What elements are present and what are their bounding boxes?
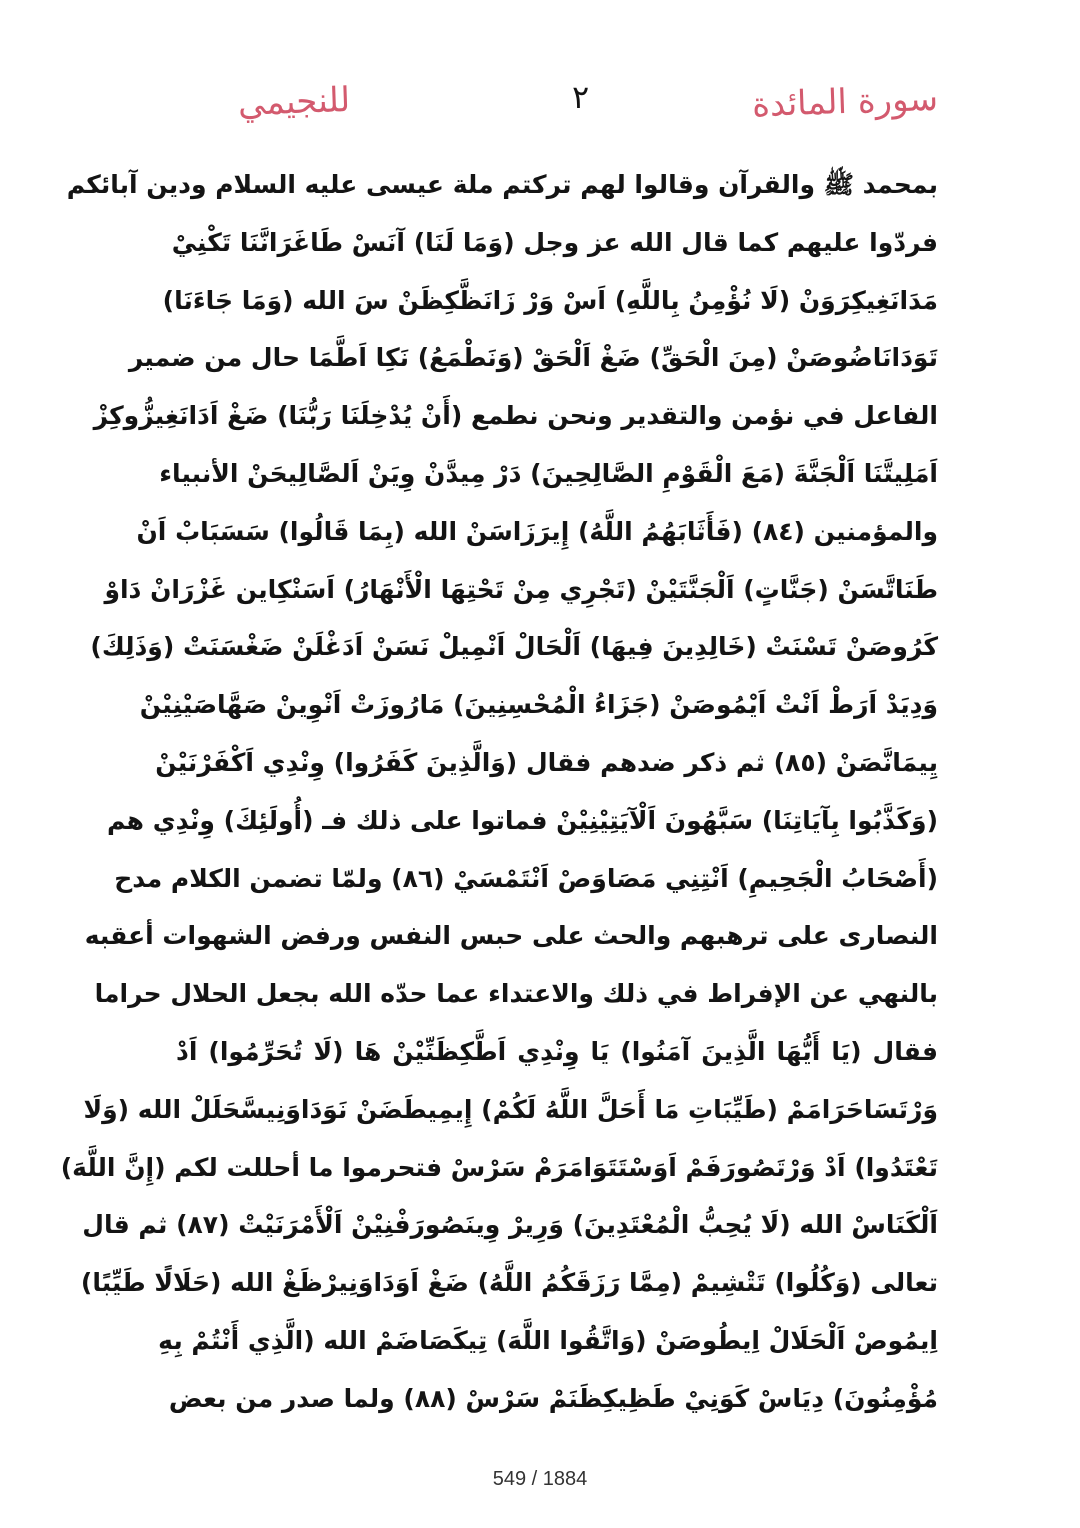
text-line: (وَكَذَّبُوا بِآيَاتِنَا) سَبَّهُونَ اَلْآيَتِيْنِيْنْ فماتوا على ذلك فـ (أُولَئِكَ) وِنْدِي هم xyxy=(107,805,938,835)
text-line: اِيمُوصْ اَلْحَلَالْ اِيطُوصَنْ (وَاتَّقُوا اللَّهَ) تِيكَصَاضَمْ الله (الَّذِي أَنْتُمْ بِهِ xyxy=(158,1325,938,1355)
text-line: طَنَاتَّسَنْ (جَنَّاتٍ) اَلْجَنَّتَيْنْ (تَجْرِي مِنْ تَحْتِهَا الْأَنْهَارُ) اَسَنْكِاين غَزْرَانْ دَاوْ xyxy=(104,574,938,604)
text-line: والمؤمنين (٨٤) (فَأَثَابَهُمُ اللَّهُ) إِيرَزَاسَنْ الله (بِمَا قَالُوا) سَسَبَابْ اَنْ xyxy=(136,516,938,546)
text-line: مَدَانَغِيكِرَوَنْ (لَا نُؤْمِنُ بِاللَّهِ) اَسْ وَرْ زَانَظَّكِظَنْ سَ الله (وَمَا جَاءَنَا) xyxy=(162,285,938,315)
text-line: فقال (يَا أَيُّهَا الَّذِينَ آمَنُوا) يَا وِنْدِي اَطَّكِظَنِّيْنْ هَا (لَا تُحَرِّمُوا) اَدْ xyxy=(176,1036,938,1066)
text-line: كَرُوصَنْ تَسْنَتْ (خَالِدِينَ فِيهَا) اَلْحَالْ اَنْمِيلْ نَسَنْ اَدَغْلَنْ ضَغْسَنَتْ (وَذَلِكَ) xyxy=(90,632,938,662)
text-line: بالنهي عن الإفراط في ذلك والاعتداء عما حدّه الله بجعل الحلال حراما xyxy=(94,979,938,1009)
text-line: مُؤْمِنُونَ) دِيَاسْ كَوَنِيْ طَظِيكِظَنَمْ سَرْسْ (٨٨) ولما صدر من بعض xyxy=(168,1383,938,1413)
text-line: تعالى (وَكُلُوا) تَتْشِيمْ (مِمَّا رَزَقَكُمُ اللَّهُ) ضَغْ اَوَدَاوَنِيرْظَغْ الله (حَلَالًا طَيِّبًا) xyxy=(80,1268,938,1298)
text-line: اَمَلِيتَّنَا اَلْجَنَّةَ (مَعَ الْقَوْمِ الصَّالِحِينَ) دَرْ مِيدَّنْ وِيَنْ اَلصَّالِيحَنْ الأنبياء xyxy=(159,458,938,488)
text-line: اَلْكَنَاسْ الله (لَا يُحِبُّ الْمُعْتَدِينَ) وَرِيرْ وِينَصُورَفْنِيْنْ اَلْأَمْرَنَيْتْ (٨٧) ثم قال xyxy=(82,1210,938,1240)
text-line: تَعْتَدُوا) اَدْ وَرْتَصُورَفَمْ اَوَسْتَتَوَامَرَمْ سَرْسْ فتحرموا ما أحللت لكم (إِنَّ اللَّهَ) xyxy=(60,1152,938,1182)
page-number: ٢ xyxy=(572,78,590,116)
text-line: النصارى على ترهبهم والحث على حبس النفس ورفض الشهوات أعقبه xyxy=(84,921,938,951)
text-line: وَرْتَسَاحَرَامَمْ (طَيِّبَاتِ مَا أَحَلَّ اللَّهُ لَكُمْ) إِيمِيطَضَنْ نَوَدَاوَنِيسَّحَلَلْ الله (وَلَا xyxy=(83,1094,938,1124)
text-line: الفاعل في نؤمن والتقدير ونحن نطمع (أَنْ يُدْخِلَنَا رَبُّنَا) ضَغْ اَدَانَغِيزُّوكِزْ xyxy=(93,401,938,431)
text-line: تَوَدَانَاضُوصَنْ (مِنَ الْحَقِّ) ضَغْ اَلْحَقْ (وَنَطْمَعُ) نَكِا اَطَّمَا حال من ضمير xyxy=(128,343,938,373)
page-counter: 549 / 1884 xyxy=(492,1468,588,1490)
text-line: فردّوا عليهم كما قال الله عز وجل (وَمَا لَنَا) آنَسْ طَاغَرَانَّنَا تَكْنِيْ xyxy=(171,227,938,257)
text-line: (أَصْحَابُ الْجَحِيمِ) اَنْتِنِي مَصَاوَصْ اَنْتَمْسَيْ (٨٦) ولمّا تضمن الكلام مدح xyxy=(114,863,938,893)
surah-title: سورة المائدة xyxy=(751,78,939,126)
text-line: يِيمَانَّصَنْ (٨٥) ثم ذكر ضدهم فقال (وَالَّذِينَ كَفَرُوا) وِنْدِي اَكْفَرْنَيْنْ xyxy=(155,747,938,777)
text-line: وَدِيَدْ اَرَطْ اَنْتْ اَيْمُوصَنْ (جَزَاءُ الْمُحْسِنِينَ) مَارُوزَتْ اَنْوِينْ صَهَّاصَيْنِيْنْ xyxy=(139,690,938,720)
body-text xyxy=(60,156,938,1428)
text-line: بمحمد ﷺ والقرآن وقالوا لهم تركتم ملة عيسى عليه السلام ودين آبائكم xyxy=(66,170,938,199)
handwritten-note: للنجيمي xyxy=(237,80,351,124)
